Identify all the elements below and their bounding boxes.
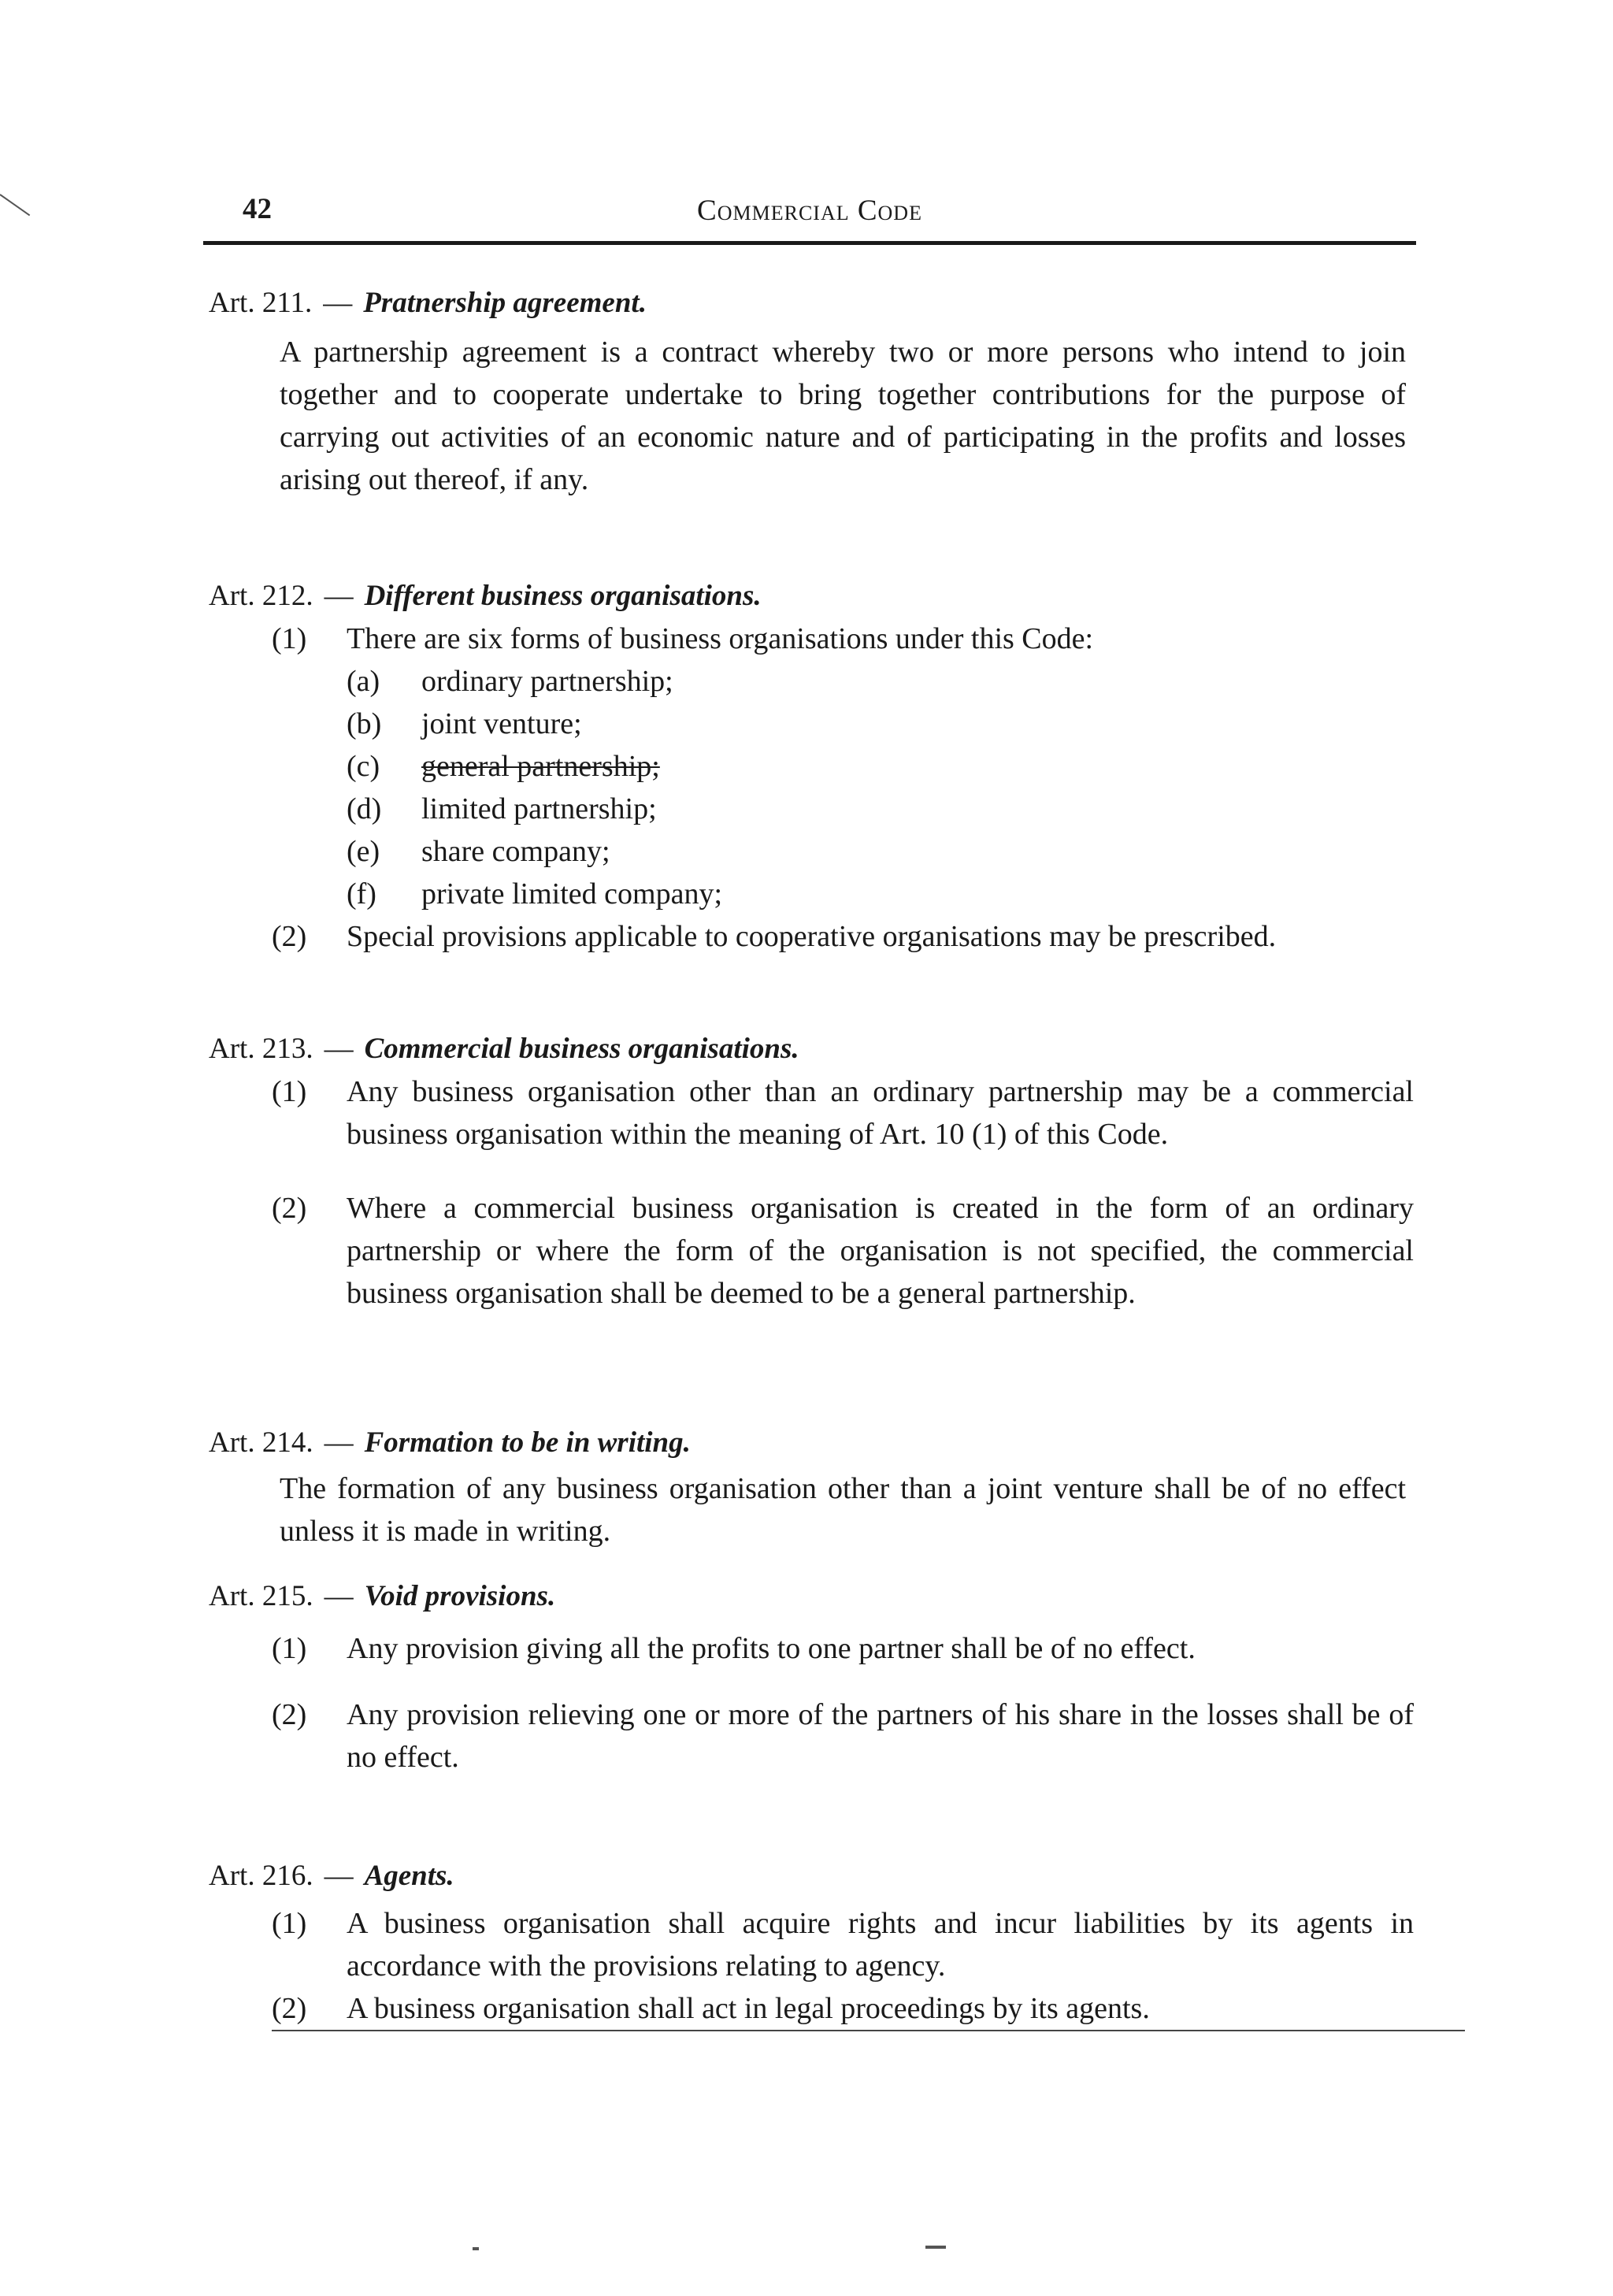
article-number: Art. 212. [209,580,313,612]
list-item-struck [347,745,1422,788]
subsection-marker: (1) [272,1907,307,1940]
list-item [347,830,1422,873]
article-215 [209,1575,1422,1779]
running-title: Commercial Code [697,195,922,227]
list-item-text: ordinary partnership; [421,665,673,698]
subsection-marker: (2) [272,1192,307,1225]
list-item-marker: (e) [347,835,380,868]
article-number: Art. 216. [209,1860,313,1892]
article-dash: — [323,287,353,319]
article-216 [209,1855,1422,2031]
scan-mark [0,194,30,216]
list-item-marker: (a) [347,665,380,698]
list-item-text: general partnership; [421,750,660,783]
article-dash: — [324,1033,354,1065]
subsection-1 [272,1627,1414,1670]
list-item [347,703,1422,745]
article-heading [209,1855,1422,1897]
scan-mark [473,2247,479,2250]
article-title: Formation to be in writing. [364,1426,691,1459]
article-title: Void provisions. [364,1580,556,1612]
organisation-forms-list [347,660,1422,915]
article-title: Commercial business organisations. [364,1033,799,1065]
article-heading [209,1028,1422,1070]
subsection-1 [272,618,1414,660]
article-heading [209,1575,1422,1618]
subsection-2 [272,1693,1414,1779]
subsection-text: Any provision giving all the profits to one partner shall be of no effect. [347,1632,1196,1665]
subsection-marker: (2) [272,1698,307,1731]
article-214 [209,1422,1422,1552]
list-item [347,788,1422,830]
page-number: 42 [243,193,272,225]
article-212 [209,575,1422,958]
spacer [209,1155,1422,1187]
scan-mark [925,2246,946,2249]
article-number: Art. 211. [209,287,313,319]
subsection-marker: (2) [272,1992,307,2025]
article-body: A partnership agreement is a contract whereby two or more persons who intend to join together and to cooperate undertake to bring together contributions for the purpose of carrying out activities of an economic nature and of participating in the profits and losses arising out thereof, if any. [280,336,1406,496]
subsection-1 [272,1070,1414,1155]
list-item-text: limited partnership; [421,792,657,825]
list-item [347,660,1422,703]
subsection-text: There are six forms of business organisations under this Code: [347,622,1094,655]
subsection-text: Any business organisation other than an ordinary partnership may be a commercial business organisation within the meaning of Art. 10 (1) of this Code. [347,1075,1414,1151]
subsection-2 [272,1987,1465,2031]
article-heading [209,575,1422,618]
article-dash: — [324,1426,354,1459]
page-header [203,187,1416,235]
article-title: Agents. [364,1860,454,1892]
header-rule [203,241,1416,245]
subsection-marker: (1) [272,622,307,655]
list-item-marker: (c) [347,750,380,783]
article-heading [209,1422,1422,1464]
subsection-2 [272,915,1414,958]
subsection-text: Special provisions applicable to cooperative organisations may be prescribed. [347,920,1277,953]
article-213 [209,1028,1422,1315]
subsection-marker: (2) [272,920,307,953]
list-item-marker: (d) [347,792,382,825]
article-title: Pratnership agreement. [363,287,647,319]
list-item-text: share company; [421,835,610,868]
subsection-2 [272,1187,1414,1315]
article-211 [209,282,1422,501]
subsection-marker: (1) [272,1632,307,1665]
subsection-text: A business organisation shall act in legal proceedings by its agents. [347,1992,1150,2025]
list-item-text: joint venture; [421,707,582,740]
subsection-1 [272,1902,1414,1987]
article-number: Art. 213. [209,1033,313,1065]
subsection-text: Any provision relieving one or more of the partners of his share in the losses shall be of no effect. [347,1698,1414,1774]
article-dash: — [324,1860,354,1892]
article-title: Different business organisations. [364,580,762,612]
article-body: The formation of any business organisation other than a joint venture shall be of no effect unless it is made in writing. [280,1472,1406,1548]
article-dash: — [324,1580,354,1612]
list-item [347,873,1422,915]
list-item-text: private limited company; [421,877,723,911]
subsection-text: A business organisation shall acquire rights and incur liabilities by its agents in accordance with the provisions relating to agency. [347,1907,1414,1983]
subsection-text: Where a commercial business organisation is created in the form of an ordinary partnership or where the form of the organisation is not specified, the commercial business organisation shall be deemed to be a general partnership. [347,1192,1414,1310]
article-number: Art. 214. [209,1426,313,1459]
spacer [209,1670,1422,1693]
subsection-marker: (1) [272,1075,307,1108]
article-dash: — [324,580,354,612]
article-number: Art. 215. [209,1580,313,1612]
article-heading [209,282,1422,325]
list-item-marker: (f) [347,877,376,911]
list-item-marker: (b) [347,707,382,740]
